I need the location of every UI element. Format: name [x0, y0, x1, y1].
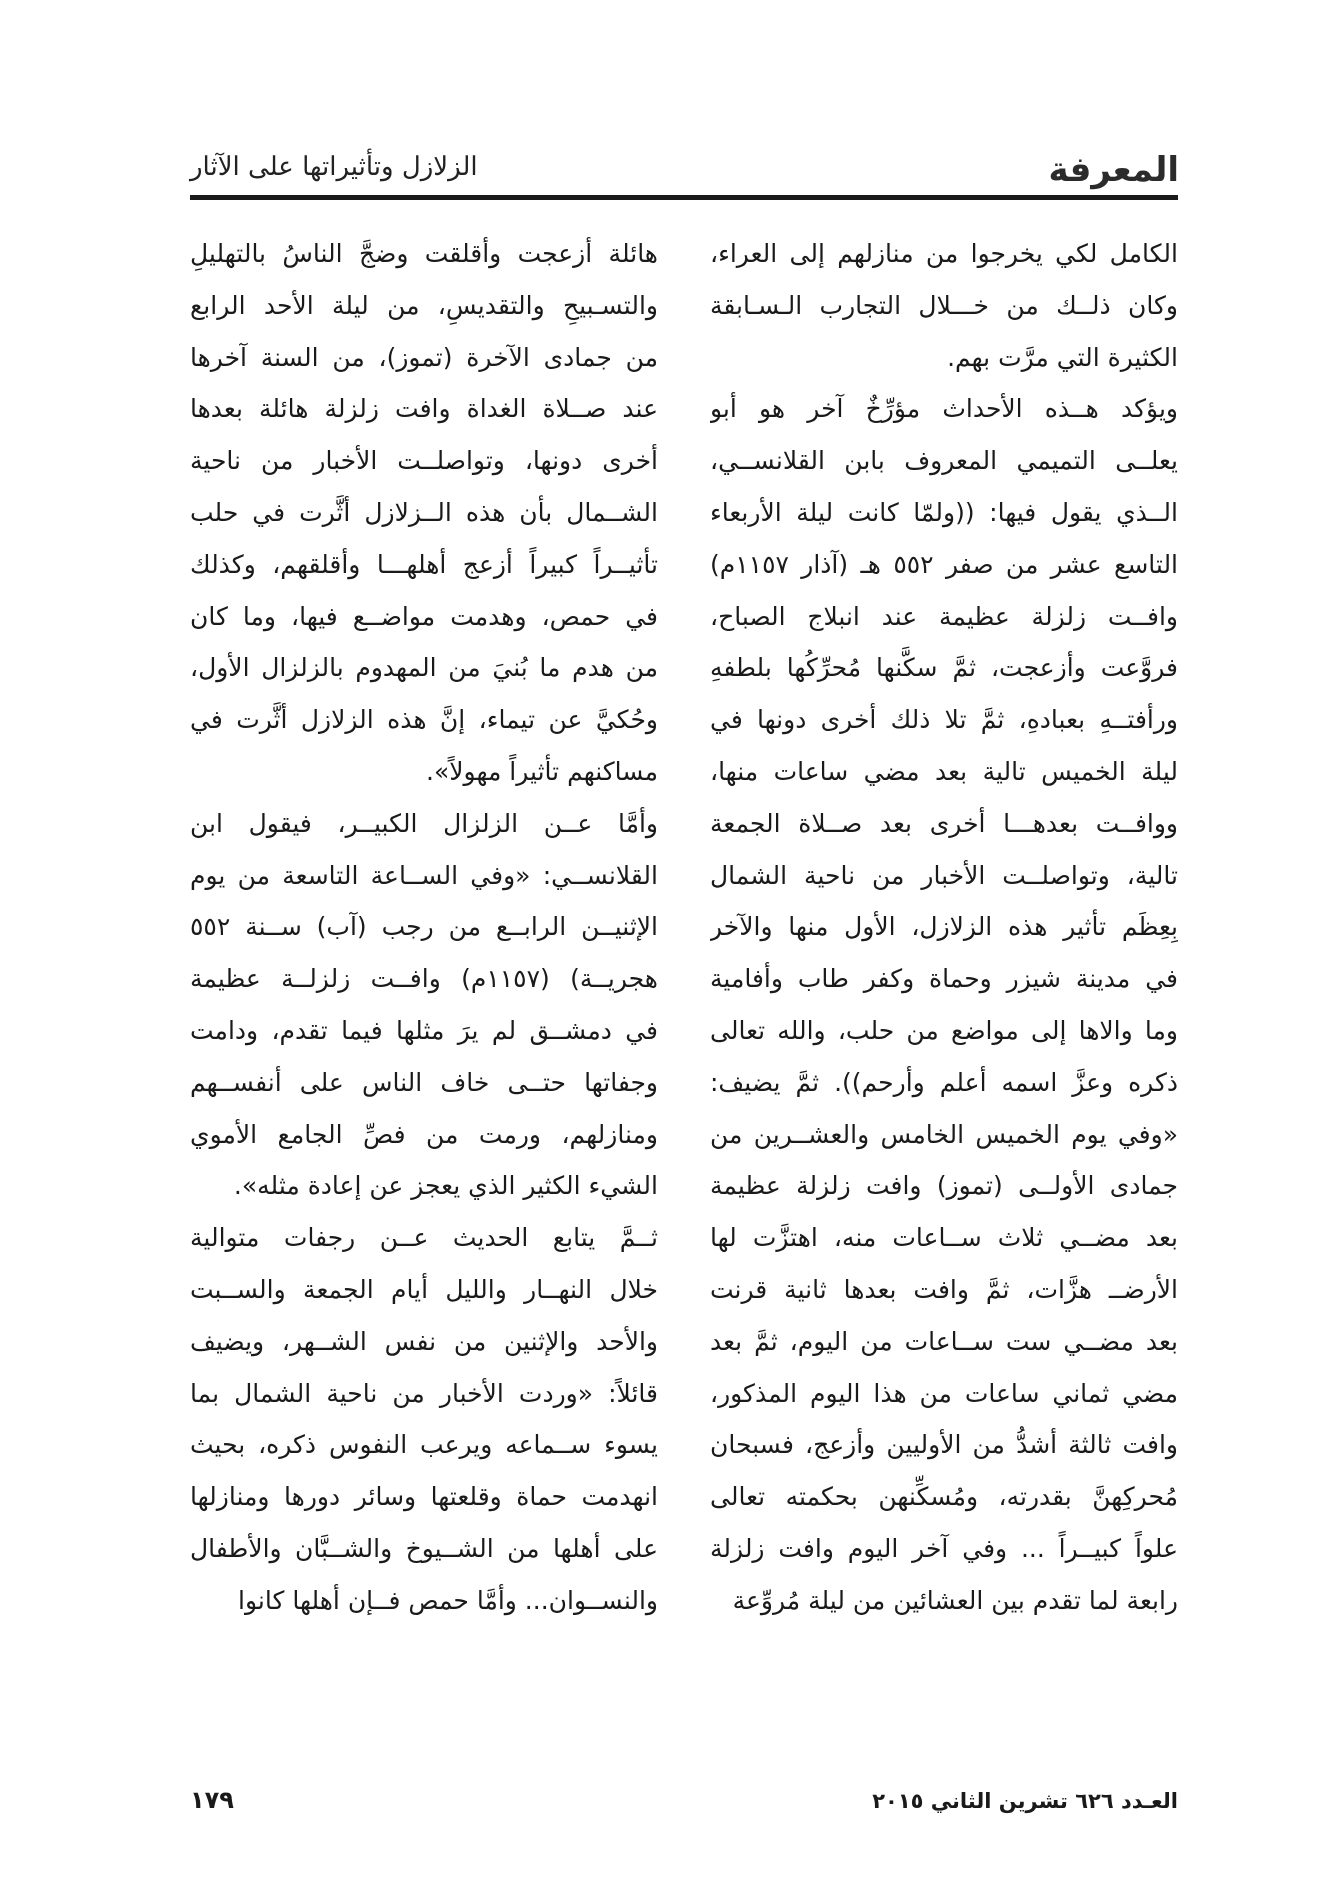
text-line: في مدينة شيزر وحماة وكفر طاب وأفامية — [710, 964, 1178, 994]
text-line: في دمشــق لم يرَ مثلها فيما تقدم، ودامت — [190, 1015, 658, 1045]
text-line: فروَّعت وأزعجت، ثمَّ سكَّنها مُحرِّكُها بلطفهِ — [710, 653, 1178, 683]
text-line: الأرضــ هزَّات، ثمَّ وافت بعدها ثانية قرنت — [710, 1274, 1178, 1304]
text-line: على أهلها من الشــيوخ والشــبَّان والأطفال — [190, 1533, 658, 1563]
text-line: «وفي يوم الخميس الخامس والعشــرين من — [710, 1119, 1178, 1149]
text-line: التاسع عشر من صفر ٥٥٢ هـ (آذار ١١٥٧م) — [710, 549, 1178, 579]
text-line: ليلة الخميس تالية بعد مضي ساعات منها، — [710, 756, 1178, 786]
text-line: ويؤكد هــذه الأحداث مؤرِّخٌ آخر هو أبو — [710, 394, 1178, 424]
text-line: مساكنهم تأثيراً مهولاً». — [426, 756, 658, 786]
text-line: وما والاها إلى مواضع من حلب، والله تعالى — [710, 1015, 1178, 1045]
text-line: وجفاتها حتــى خاف الناس على أنفســهم — [190, 1067, 658, 1097]
text-line: والنســوان... وأمَّا حمص فــإن أهلها كانوا — [238, 1585, 658, 1615]
text-column-left — [190, 228, 658, 1627]
text-column-right — [710, 228, 1178, 1627]
text-line: الشيء الكثير الذي يعجز عن إعادة مثله». — [233, 1171, 658, 1201]
text-line: ووافــت بعدهـــا أخرى بعد صــلاة الجمعة — [710, 808, 1178, 838]
text-line: والأحد والإثنين من نفس الشــهر، ويضيف — [190, 1326, 658, 1356]
text-line: الــذي يقول فيها: ((ولمّا كانت ليلة الأربعاء — [710, 497, 1178, 527]
text-line: من هدم ما بُنيَ من المهدوم بالزلزال الأول، — [190, 653, 658, 683]
text-line: والتسـبيحِ والتقديسِ، من ليلة الأحد الرابع — [190, 290, 658, 320]
text-line: مُحركِهنَّ بقدرته، ومُسكِّنهن بحكمته تعالى — [710, 1482, 1178, 1512]
text-line: رابعة لما تقدم بين العشائين من ليلة مُروِّعة — [732, 1585, 1178, 1615]
text-line: تالية، وتواصلــت الأخبار من ناحية الشمال — [710, 860, 1178, 890]
text-line: القلانســي: «وفي الســاعة التاسعة من يوم — [190, 860, 658, 890]
text-line: تأثيــراً كبيراً أزعج أهلهـــا وأقلقهم، وكذلك — [190, 549, 658, 579]
text-line: الإثنيــن الرابــع من رجب (آب) ســنة ٥٥٢ — [190, 912, 658, 942]
text-line: أخرى دونها، وتواصلــت الأخبار من ناحية — [190, 446, 658, 476]
running-header-title: الزلازل وتأثيراتها على الآثار — [190, 152, 478, 182]
text-line: الكثيرة التي مرَّت بهم. — [947, 342, 1178, 372]
text-line: مضي ثماني ساعات من هذا اليوم المذكور، — [710, 1378, 1178, 1408]
text-line: في حمص، وهدمت مواضــع فيها، وما كان — [190, 601, 658, 631]
text-line: الشــمال بأن هذه الــزلازل أثَّرت في حلب — [190, 497, 658, 527]
text-line: بعد مضــي ست ســاعات من اليوم، ثمَّ بعد — [710, 1326, 1178, 1356]
text-line: جمادى الأولــى (تموز) وافت زلزلة عظيمة — [710, 1171, 1178, 1201]
magazine-logo: المعرفة — [1048, 150, 1179, 190]
text-line: يعلــى التميمي المعروف بابن القلانســي، — [710, 446, 1178, 476]
text-line: وافــت زلزلة عظيمة عند انبلاج الصباح، — [710, 601, 1178, 631]
text-line: عند صــلاة الغداة وافت زلزلة هائلة بعدها — [190, 394, 658, 424]
text-line: انهدمت حماة وقلعتها وسائر دورها ومنازلها — [190, 1482, 658, 1512]
text-line: ذكره وعزَّ اسمه أعلم وأرحم)). ثمَّ يضيف: — [710, 1067, 1178, 1097]
text-line: الكامل لكي يخرجوا من منازلهم إلى العراء، — [710, 239, 1178, 268]
text-line: هجريــة) (١١٥٧م) وافــت زلزلــة عظيمة — [190, 964, 658, 994]
text-line: قائلاً: «وردت الأخبار من ناحية الشمال بما — [190, 1378, 658, 1408]
text-line: يسوء ســماعه ويرعب النفوس ذكره، بحيث — [190, 1430, 658, 1460]
text-line: وكان ذلــك من خـــلال التجارب الـسـابقة — [710, 290, 1178, 320]
text-line: ومنازلهم، ورمت من فصِّ الجامع الأموي — [190, 1119, 658, 1149]
text-line: بعد مضــي ثلاث ســاعات منه، اهتزَّت لها — [710, 1223, 1178, 1253]
header-rule — [190, 195, 1178, 200]
text-line: ورأفتــهِ بعبادهِ، ثمَّ تلا ذلك أخرى دونها في — [710, 705, 1178, 735]
text-line: من جمادى الآخرة (تموز)، من السنة آخرها — [190, 342, 658, 372]
text-line: خلال النهــار والليل أيام الجمعة والســبت — [190, 1274, 658, 1304]
page-number: ١٧٩ — [190, 1786, 234, 1814]
text-line: وحُكيَّ عن تيماء، إنَّ هذه الزلازل أثَّرت في — [190, 705, 658, 735]
issue-info: العـدد ٦٢٦ تشرين الثاني ٢٠١٥ — [872, 1789, 1178, 1813]
text-line: هائلة أزعجت وأقلقت وضجَّ الناسُ بالتهليلِ — [190, 239, 658, 268]
text-line: بِعِظَم تأثير هذه الزلازل، الأول منها والآخر — [710, 912, 1178, 942]
text-line: وأمَّا عــن الزلزال الكبيــر، فيقول ابن — [190, 808, 658, 838]
text-line: علواً كبيــراً ... وفي آخر اليوم وافت زلزلة — [710, 1533, 1178, 1563]
text-line: وافت ثالثة أشدُّ من الأوليين وأزعج، فسبحان — [710, 1430, 1178, 1460]
text-line: ثــمَّ يتابع الحديث عــن رجفات متوالية — [190, 1223, 658, 1253]
